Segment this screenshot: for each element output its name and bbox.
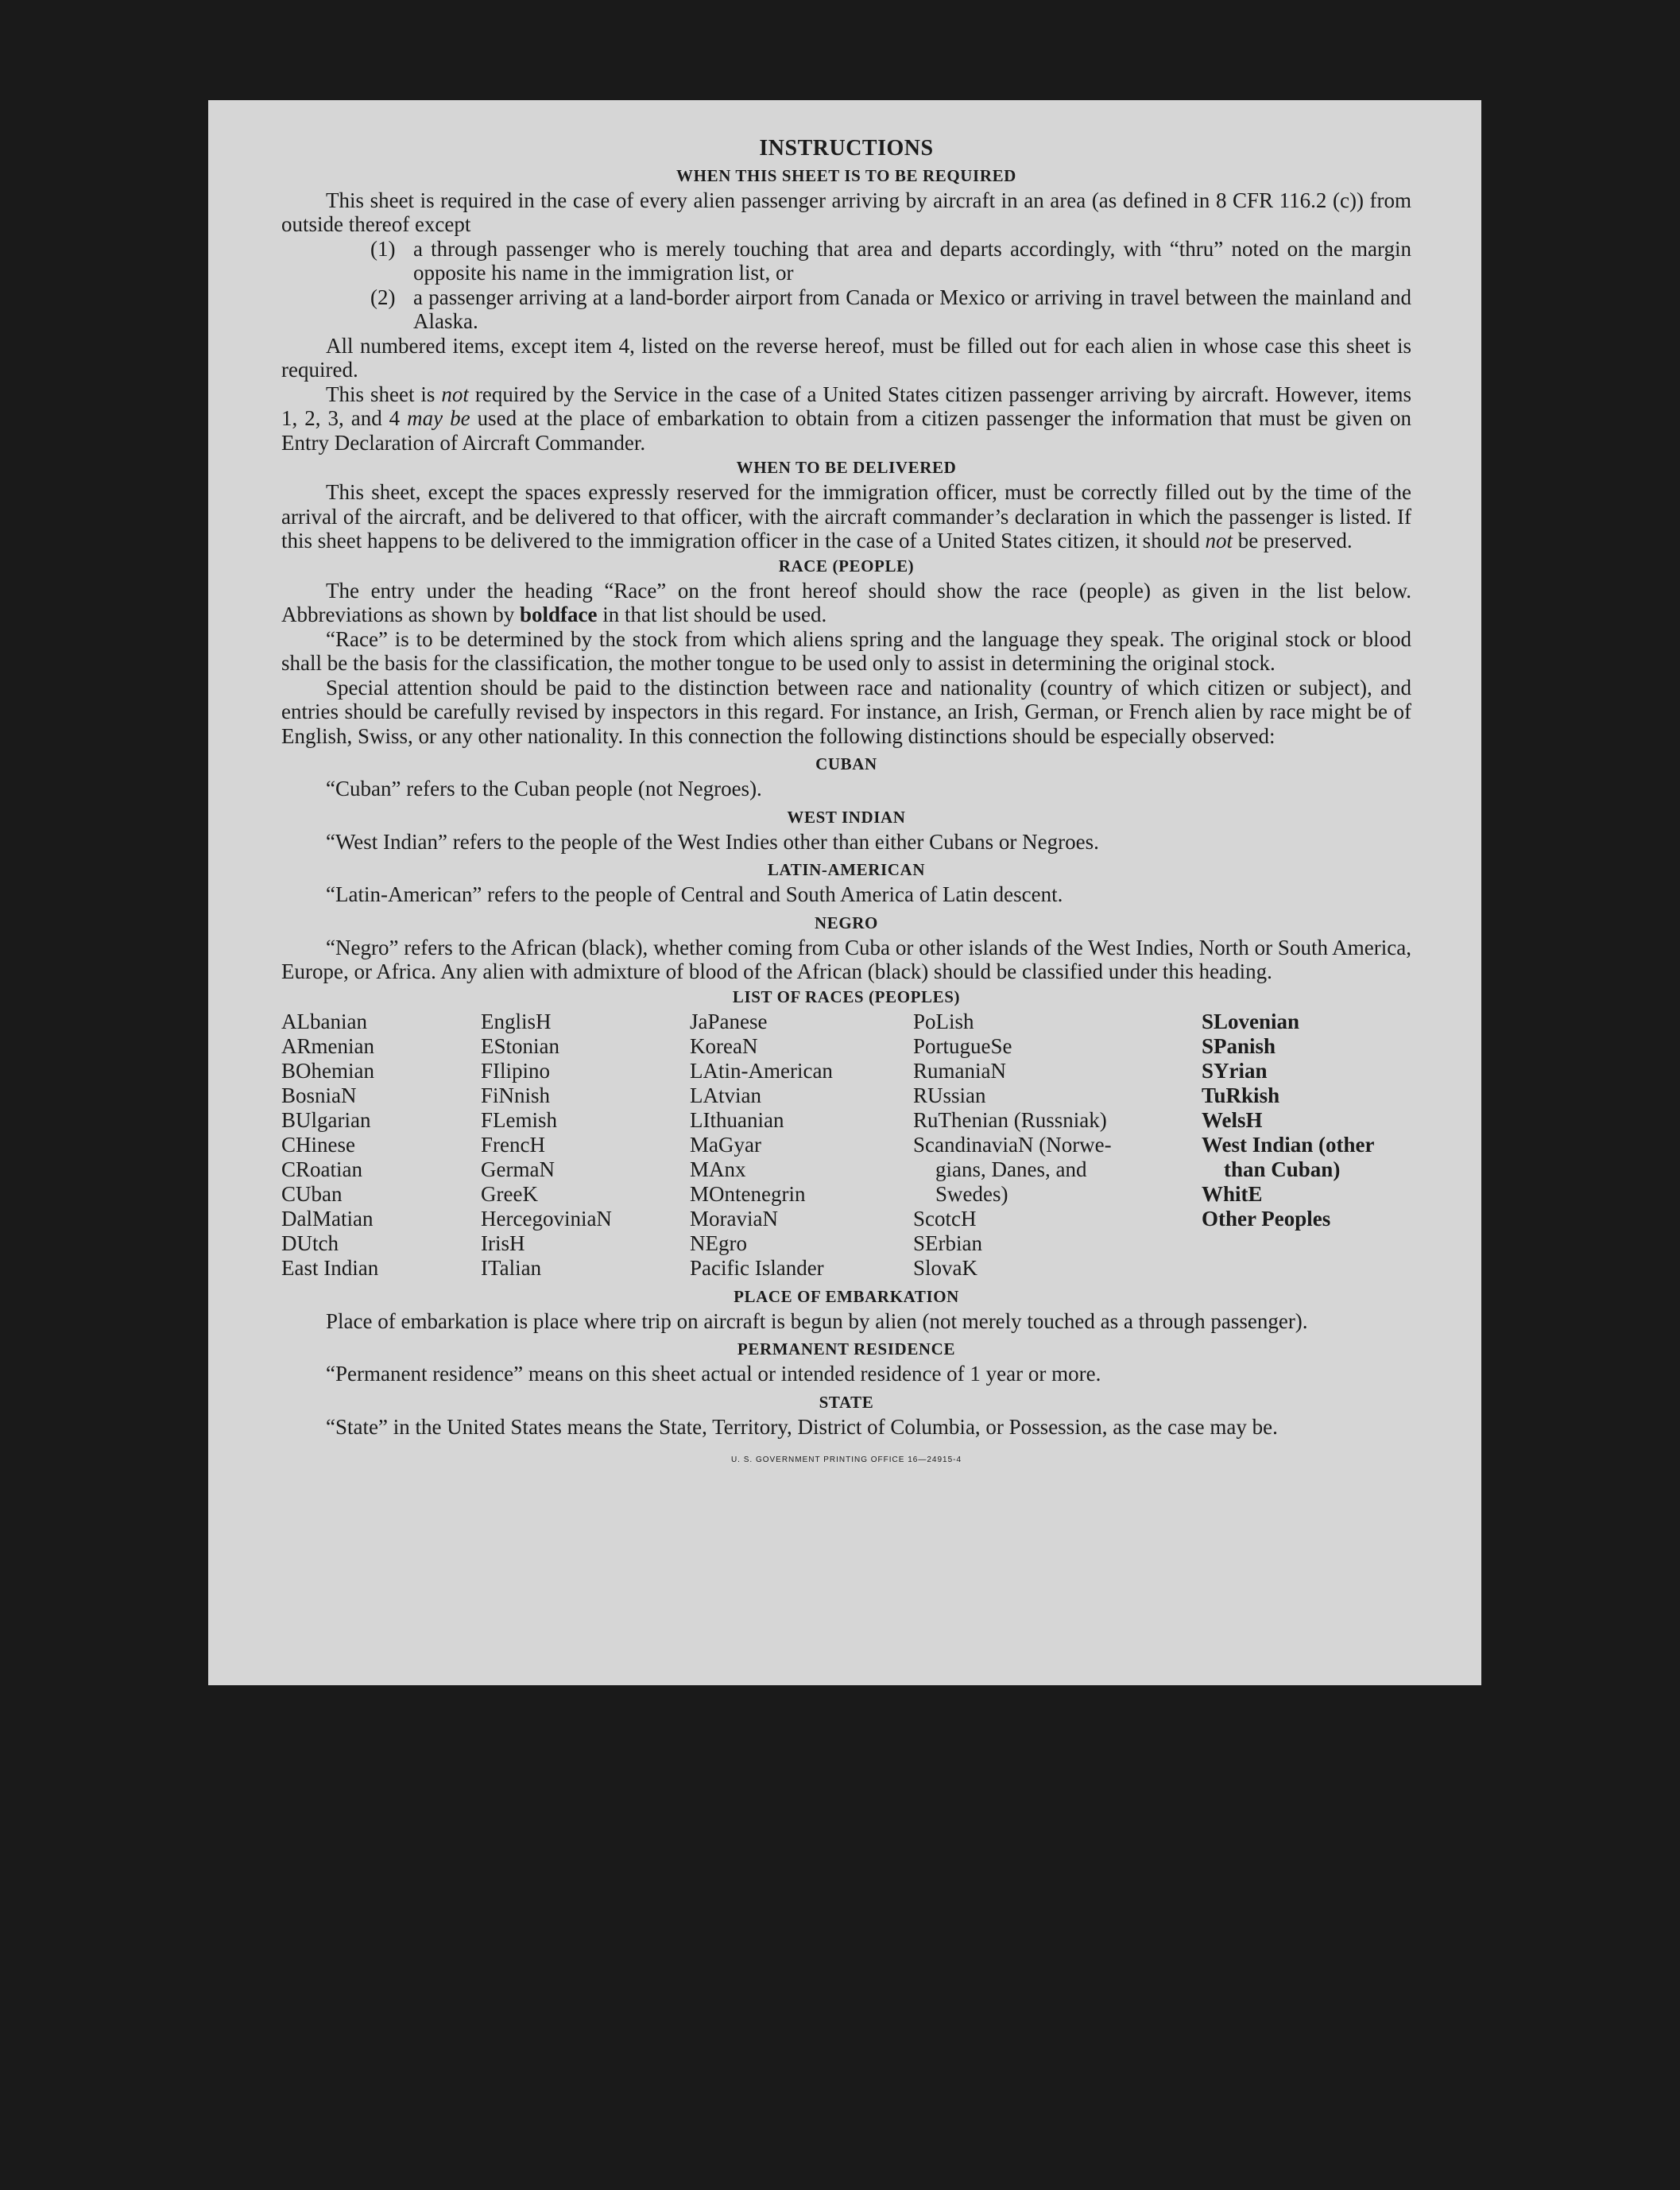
race-entry: SlovaK (913, 1255, 977, 1280)
race-entry: LAtvian (690, 1083, 761, 1107)
race-entry: ScandinaviaN (Norwe- (913, 1132, 1112, 1157)
residence-paragraph: “Permanent residence” means on this sheet actual or intended residence of 1 year or more. (326, 1362, 1101, 1386)
exception-item-2 (370, 285, 1411, 334)
text-run: This sheet, except the spaces expressly reserved for the immigration officer, must be correctly filled out by the time of the arrival of the aircraft, and be delivered to that officer, with the aircraft commander’s declaration in which the passenger is listed. If this sheet happens to be delivered to the immigration officer in the case of a United States citizen, it should (281, 480, 1411, 552)
intro-paragraph: This sheet is required in the case of every alien passenger arriving by aircraft in an area (as defined in 8 CFR 116.2 (c)) from outside thereof except (281, 188, 1411, 236)
race-column-5 (1202, 1010, 1408, 1281)
race-entry: EStonian (481, 1033, 559, 1058)
race-entry: SPanish (1202, 1033, 1276, 1058)
race-entry: Swedes) (935, 1181, 1008, 1206)
text-run: be preserved. (1232, 529, 1353, 552)
citizen-paragraph (281, 382, 1411, 455)
race-entry: DUtch (281, 1231, 339, 1255)
instruction-sheet (208, 100, 1481, 1685)
race-entry: GermaN (481, 1157, 555, 1181)
latin-american-paragraph: “Latin-American” refers to the people of Central and South America of Latin descent. (326, 882, 1063, 906)
race-entry: GreeK (481, 1181, 538, 1206)
item-number: (2) (370, 285, 396, 309)
race-entry: BOhemian (281, 1058, 374, 1083)
race-entry: ScotcH (913, 1206, 977, 1231)
heading-when-delivered: WHEN TO BE DELIVERED (736, 458, 957, 477)
race-entry: MoraviaN (690, 1206, 778, 1231)
race-entry: SLovenian (1202, 1009, 1300, 1033)
printer-imprint: U. S. GOVERNMENT PRINTING OFFICE 16—24915-4 (730, 1455, 962, 1464)
page-title: INSTRUCTIONS (759, 136, 934, 161)
race-entry: FiNnish (481, 1083, 551, 1107)
race-entry: ARmenian (281, 1033, 374, 1058)
negro-paragraph: “Negro” refers to the African (black), whether coming from Cuba or other islands of the West Indies, North or South America, Europe, or Africa. Any alien with admixture of blood of the African (black) should be classified under this heading. (281, 935, 1411, 983)
embarkation-paragraph: Place of embarkation is place where trip on aircraft is begun by alien (not merely touched as a through passenger). (326, 1308, 1308, 1333)
race-entry: IrisH (481, 1231, 525, 1255)
race-entry: WelsH (1202, 1107, 1263, 1132)
race-entry: than Cuban) (1224, 1157, 1341, 1181)
race-entry: ALbanian (281, 1009, 367, 1033)
race-entry: CHinese (281, 1132, 355, 1157)
race-entry: FrencH (481, 1132, 545, 1157)
race-entry: SErbian (913, 1231, 982, 1255)
race-entry: BUlgarian (281, 1107, 371, 1132)
heading-residence: PERMANENT RESIDENCE (737, 1339, 956, 1359)
race-entry: ITalian (481, 1255, 542, 1280)
state-paragraph: “State” in the United States means the State, Territory, District of Columbia, or Possession, as the case may be. (326, 1414, 1278, 1439)
race-entry: DalMatian (281, 1206, 374, 1231)
text-run: required by the Service in the case of a United States citizen passenger arriving by aircraft. However, items 1, 2, 3, and 4 (281, 382, 1411, 430)
race-entry: MAnx (690, 1157, 746, 1181)
race-entry: NEgro (690, 1231, 747, 1255)
heading-list-of-races: LIST OF RACES (PEOPLES) (732, 986, 961, 1006)
race-entry: HercegoviniaN (481, 1206, 612, 1231)
cuban-paragraph: “Cuban” refers to the Cuban people (not Negroes). (326, 777, 762, 800)
race-paragraph-1 (281, 579, 1411, 627)
race-entry: CRoatian (281, 1157, 362, 1181)
race-entry: LAtin-American (690, 1058, 833, 1083)
delivered-paragraph (281, 480, 1411, 553)
list-of-races (281, 1010, 1411, 1281)
race-column-3 (690, 1010, 913, 1281)
race-paragraph-3: Special attention should be paid to the distinction between race and nationality (country of which citizen or subject), and entries should be carefully revised by inspectors in this regard. For instance, an Irish, German, or French alien by race might be of English, Swiss, or any other nationality. In this connection the following distinctions should be especially observed: (281, 675, 1411, 748)
race-column-1 (281, 1010, 481, 1281)
race-entry: SYrian (1202, 1058, 1268, 1083)
race-paragraph-2: “Race” is to be determined by the stock from which aliens spring and the language they speak. The original stock or blood shall be the basis for the classification, the mother tongue to be used only to assist in determining the original stock. (281, 626, 1411, 675)
heading-state: STATE (819, 1392, 874, 1412)
text-run: in that list should be used. (597, 603, 827, 626)
item-text: a passenger arriving at a land-border airport from Canada or Mexico or arriving in travel between the mainland and Alaska. (413, 285, 1411, 333)
race-entry: Other Peoples (1202, 1206, 1331, 1231)
race-entry: RumaniaN (913, 1058, 1006, 1083)
emphasis: may be (407, 406, 470, 430)
race-entry: PortugueSe (913, 1033, 1012, 1058)
exception-item-1 (370, 237, 1411, 285)
race-entry: CUban (281, 1181, 343, 1206)
race-entry: LIthuanian (690, 1107, 784, 1132)
race-entry: MaGyar (690, 1132, 761, 1157)
race-entry: Pacific Islander (690, 1255, 824, 1280)
text-run: This sheet is (326, 382, 442, 406)
race-entry: RUssian (913, 1083, 986, 1107)
race-entry: WhitE (1202, 1181, 1263, 1206)
race-entry: TuRkish (1202, 1083, 1280, 1107)
race-entry: MOntenegrin (690, 1181, 806, 1206)
heading-embarkation: PLACE OF EMBARKATION (734, 1286, 959, 1306)
race-entry: RuThenian (Russniak) (913, 1107, 1107, 1132)
item-number: (1) (370, 236, 396, 261)
race-entry: BosniaN (281, 1083, 357, 1107)
race-entry: FLemish (481, 1107, 558, 1132)
heading-west-indian: WEST INDIAN (787, 807, 906, 827)
race-entry: PoLish (913, 1009, 974, 1033)
race-column-4 (913, 1010, 1202, 1281)
heading-latin-american: LATIN-AMERICAN (767, 860, 926, 879)
race-entry: EnglisH (481, 1009, 552, 1033)
race-entry: gians, Danes, and (935, 1157, 1087, 1181)
heading-race: RACE (PEOPLE) (778, 556, 915, 576)
race-column-2 (481, 1010, 690, 1281)
item-text: a through passenger who is merely touching that area and departs accordingly, with “thru” noted on the margin opposite his name in the immigration list, or (413, 236, 1411, 285)
race-entry: West Indian (other (1202, 1132, 1375, 1157)
heading-when-required: WHEN THIS SHEET IS TO BE REQUIRED (676, 165, 1016, 185)
race-entry: East Indian (281, 1255, 379, 1280)
numbered-items-paragraph: All numbered items, except item 4, listed on the reverse hereof, must be filled out for each alien in whose case this sheet is required. (281, 333, 1411, 382)
text-run: used at the place of embarkation to obtain from a citizen passenger the information that must be given on Entry Declaration of Aircraft Commander. (281, 406, 1411, 455)
race-entry: JaPanese (690, 1009, 768, 1033)
heading-negro: NEGRO (814, 913, 878, 932)
race-entry: KoreaN (690, 1033, 758, 1058)
race-entry: FIlipino (481, 1058, 551, 1083)
bold-text: boldface (519, 603, 598, 626)
west-indian-paragraph: “West Indian” refers to the people of the West Indies other than either Cubans or Negroes. (326, 829, 1099, 854)
heading-cuban: CUBAN (815, 754, 877, 773)
emphasis: not (441, 382, 469, 406)
emphasis: not (1205, 529, 1233, 552)
text-run: The entry under the heading “Race” on the front hereof should show the race (people) as given in the list below. Abbreviations as shown by (281, 578, 1411, 626)
